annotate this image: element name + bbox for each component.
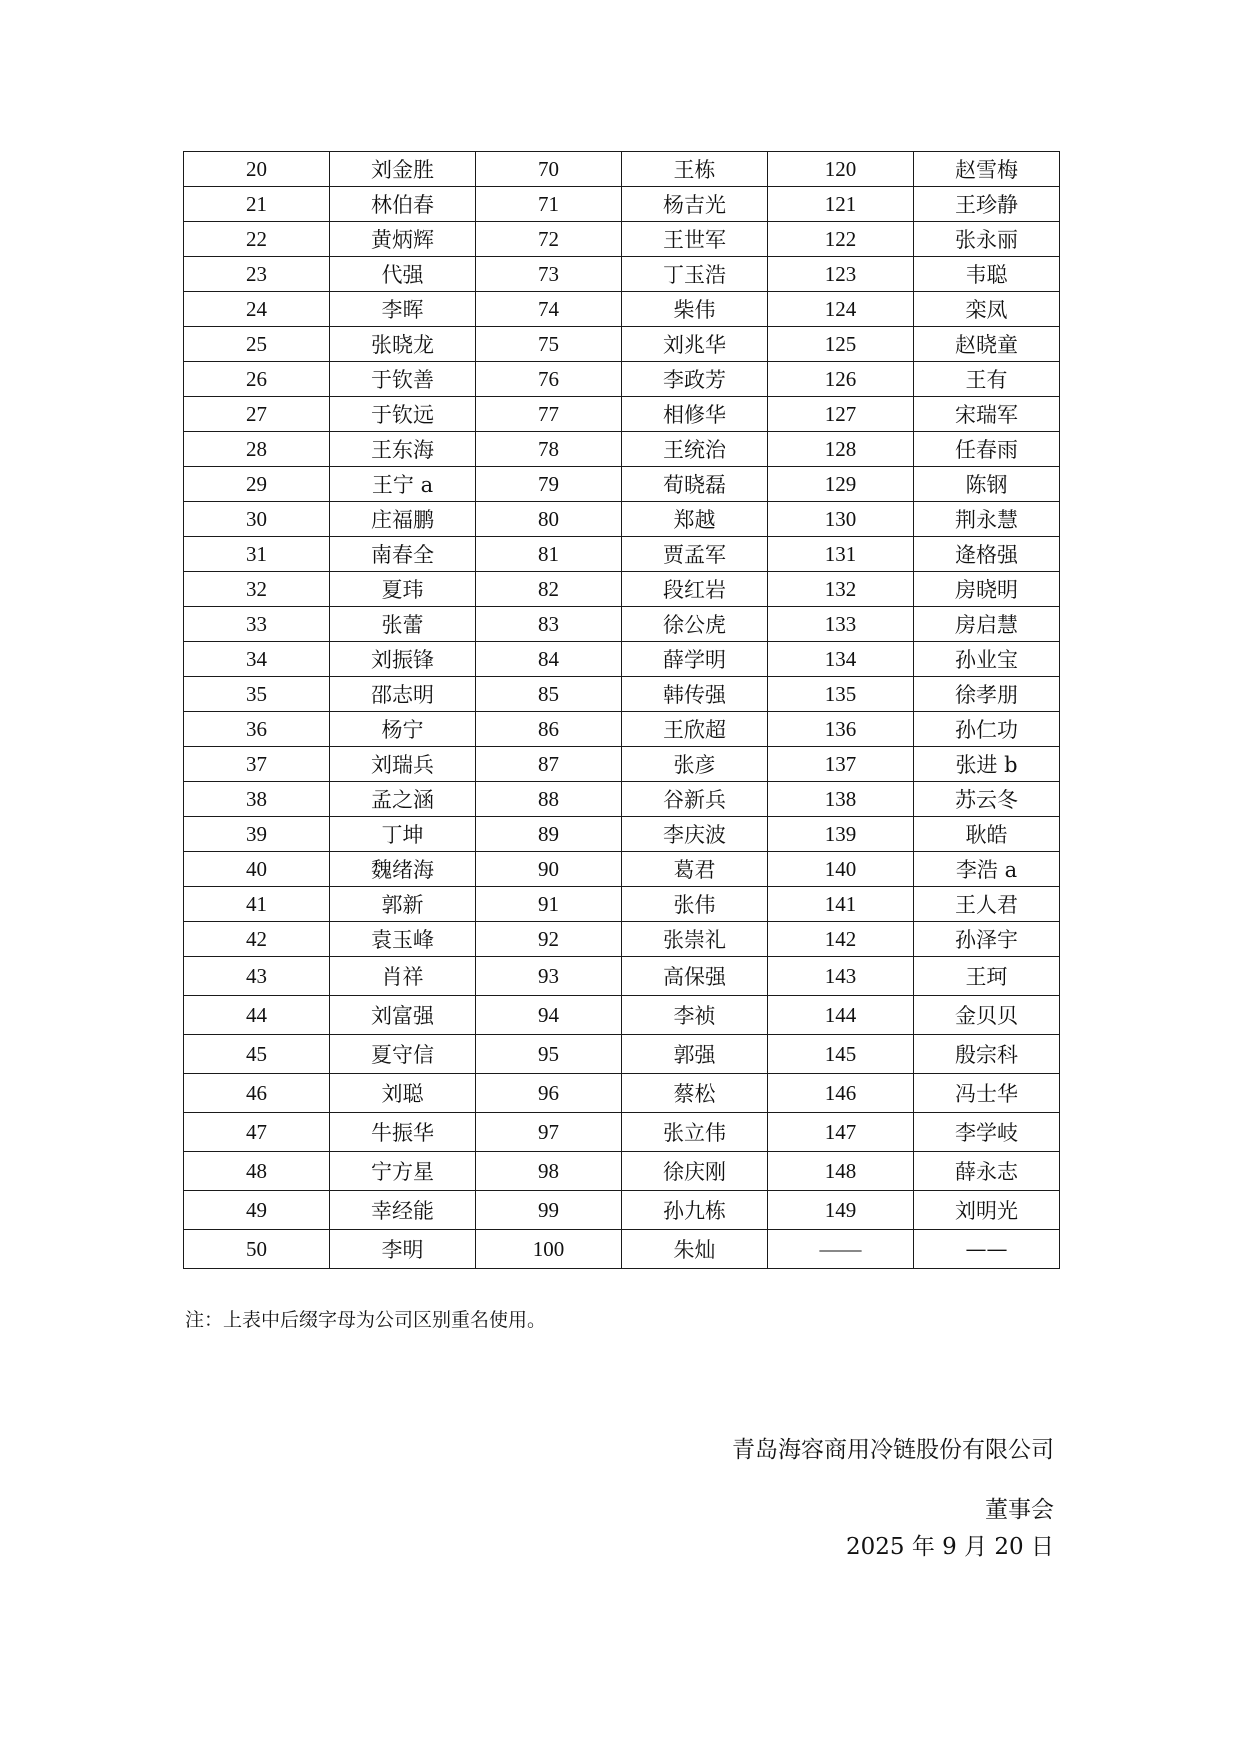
serial-number-cell: 137 xyxy=(768,747,914,782)
person-name-cell: 张立伟 xyxy=(622,1113,768,1152)
table-row xyxy=(184,1152,1060,1191)
table-row xyxy=(184,1230,1060,1269)
table-row xyxy=(184,1074,1060,1113)
person-name-cell: 李庆波 xyxy=(622,817,768,852)
serial-number-cell: 98 xyxy=(476,1152,622,1191)
serial-number-cell: 38 xyxy=(184,782,330,817)
serial-number-cell: 83 xyxy=(476,607,622,642)
person-name-cell: 徐公虎 xyxy=(622,607,768,642)
serial-number-cell: 76 xyxy=(476,362,622,397)
person-name-cell: 贾孟军 xyxy=(622,537,768,572)
person-name-cell: 南春全 xyxy=(330,537,476,572)
table-row xyxy=(184,677,1060,712)
person-name-cell: 王欣超 xyxy=(622,712,768,747)
serial-number-cell: 34 xyxy=(184,642,330,677)
person-name-cell: 葛君 xyxy=(622,852,768,887)
person-name-cell: 魏绪海 xyxy=(330,852,476,887)
person-name-cell: 相修华 xyxy=(622,397,768,432)
person-name-cell: 逄格强 xyxy=(914,537,1060,572)
serial-number-cell: 133 xyxy=(768,607,914,642)
footnote: 注：上表中后缀字母为公司区别重名使用。 xyxy=(185,1309,547,1331)
person-name-cell: 薛学明 xyxy=(622,642,768,677)
person-name-cell: 夏守信 xyxy=(330,1035,476,1074)
serial-number-cell: 97 xyxy=(476,1113,622,1152)
table-row xyxy=(184,957,1060,996)
person-name-cell: 王统治 xyxy=(622,432,768,467)
table-row xyxy=(184,537,1060,572)
table-row xyxy=(184,397,1060,432)
person-name-cell: 李晖 xyxy=(330,292,476,327)
serial-number-cell: 143 xyxy=(768,957,914,996)
person-name-cell: 郑越 xyxy=(622,502,768,537)
person-name-cell: 黄炳辉 xyxy=(330,222,476,257)
serial-number-cell: 26 xyxy=(184,362,330,397)
signature-date: 2025 年 9 月 20 日 xyxy=(846,1534,1054,1560)
serial-number-cell: 127 xyxy=(768,397,914,432)
serial-number-cell: 131 xyxy=(768,537,914,572)
serial-number-cell: 144 xyxy=(768,996,914,1035)
serial-number-cell: 23 xyxy=(184,257,330,292)
person-name-cell: 赵晓童 xyxy=(914,327,1060,362)
person-name-cell: 王世军 xyxy=(622,222,768,257)
serial-number-cell: 41 xyxy=(184,887,330,922)
person-name-cell: 段红岩 xyxy=(622,572,768,607)
person-name-cell: 宁方星 xyxy=(330,1152,476,1191)
person-name-cell: 王珍静 xyxy=(914,187,1060,222)
person-name-cell: 张永丽 xyxy=(914,222,1060,257)
person-name-cell: 李明 xyxy=(330,1230,476,1269)
person-name-cell: 刘振锋 xyxy=(330,642,476,677)
table-row xyxy=(184,887,1060,922)
person-name-cell: 牛振华 xyxy=(330,1113,476,1152)
person-name-cell: 林伯春 xyxy=(330,187,476,222)
serial-number-cell: 148 xyxy=(768,1152,914,1191)
person-name-cell: 张晓龙 xyxy=(330,327,476,362)
person-name-cell: 赵雪梅 xyxy=(914,152,1060,187)
serial-number-cell: 31 xyxy=(184,537,330,572)
table-row xyxy=(184,922,1060,957)
serial-number-cell: 90 xyxy=(476,852,622,887)
person-name-cell: 栾凤 xyxy=(914,292,1060,327)
person-name-cell: 郭强 xyxy=(622,1035,768,1074)
serial-number-cell: 29 xyxy=(184,467,330,502)
serial-number-cell: 85 xyxy=(476,677,622,712)
serial-number-cell: 73 xyxy=(476,257,622,292)
serial-number-cell: 120 xyxy=(768,152,914,187)
table-row xyxy=(184,572,1060,607)
person-name-cell: 代强 xyxy=(330,257,476,292)
table-row xyxy=(184,187,1060,222)
person-name-cell: 王有 xyxy=(914,362,1060,397)
serial-number-cell: 125 xyxy=(768,327,914,362)
serial-number-cell: 81 xyxy=(476,537,622,572)
serial-number-cell: 138 xyxy=(768,782,914,817)
table-row xyxy=(184,257,1060,292)
person-name-cell: —— xyxy=(914,1230,1060,1269)
serial-number-cell: 20 xyxy=(184,152,330,187)
table-row xyxy=(184,996,1060,1035)
person-name-cell: 徐孝朋 xyxy=(914,677,1060,712)
person-name-cell: 金贝贝 xyxy=(914,996,1060,1035)
person-name-cell: 刘金胜 xyxy=(330,152,476,187)
serial-number-cell: 50 xyxy=(184,1230,330,1269)
serial-number-cell: 72 xyxy=(476,222,622,257)
serial-number-cell: 36 xyxy=(184,712,330,747)
serial-number-cell: 21 xyxy=(184,187,330,222)
serial-number-cell: 121 xyxy=(768,187,914,222)
person-name-cell: 刘兆华 xyxy=(622,327,768,362)
serial-number-cell: 126 xyxy=(768,362,914,397)
person-name-cell: 宋瑞军 xyxy=(914,397,1060,432)
serial-number-cell: 42 xyxy=(184,922,330,957)
serial-number-cell: 95 xyxy=(476,1035,622,1074)
person-name-cell: 房启慧 xyxy=(914,607,1060,642)
serial-number-cell: 82 xyxy=(476,572,622,607)
person-name-cell: 耿皓 xyxy=(914,817,1060,852)
person-name-cell: 孟之涵 xyxy=(330,782,476,817)
person-name-cell: 孙泽宇 xyxy=(914,922,1060,957)
serial-number-cell: 74 xyxy=(476,292,622,327)
table-row xyxy=(184,432,1060,467)
person-name-cell: 李浩 a xyxy=(914,852,1060,887)
serial-number-cell: 122 xyxy=(768,222,914,257)
table-row xyxy=(184,852,1060,887)
serial-number-cell: 33 xyxy=(184,607,330,642)
person-name-cell: 韦聪 xyxy=(914,257,1060,292)
serial-number-cell: 130 xyxy=(768,502,914,537)
person-name-cell: 薛永志 xyxy=(914,1152,1060,1191)
table-row xyxy=(184,467,1060,502)
person-name-cell: 徐庆刚 xyxy=(622,1152,768,1191)
person-name-cell: 冯士华 xyxy=(914,1074,1060,1113)
person-name-cell: 张进 b xyxy=(914,747,1060,782)
serial-number-cell: 30 xyxy=(184,502,330,537)
person-name-cell: 荀晓磊 xyxy=(622,467,768,502)
serial-number-cell: 25 xyxy=(184,327,330,362)
serial-number-cell: 75 xyxy=(476,327,622,362)
serial-number-cell: 136 xyxy=(768,712,914,747)
serial-number-cell: 46 xyxy=(184,1074,330,1113)
person-name-cell: 张崇礼 xyxy=(622,922,768,957)
name-list-table xyxy=(183,151,1060,1269)
serial-number-cell: 89 xyxy=(476,817,622,852)
serial-number-cell: 70 xyxy=(476,152,622,187)
person-name-cell: 杨吉光 xyxy=(622,187,768,222)
person-name-cell: 孙业宝 xyxy=(914,642,1060,677)
person-name-cell: 柴伟 xyxy=(622,292,768,327)
table-row xyxy=(184,747,1060,782)
serial-number-cell: 146 xyxy=(768,1074,914,1113)
person-name-cell: 蔡松 xyxy=(622,1074,768,1113)
table-row xyxy=(184,1113,1060,1152)
table-body xyxy=(184,152,1060,1269)
person-name-cell: 于钦善 xyxy=(330,362,476,397)
serial-number-cell: 22 xyxy=(184,222,330,257)
person-name-cell: 丁坤 xyxy=(330,817,476,852)
table-row xyxy=(184,712,1060,747)
person-name-cell: 房晓明 xyxy=(914,572,1060,607)
person-name-cell: 孙仁功 xyxy=(914,712,1060,747)
person-name-cell: 邵志明 xyxy=(330,677,476,712)
serial-number-cell: 27 xyxy=(184,397,330,432)
person-name-cell: 夏玮 xyxy=(330,572,476,607)
serial-number-cell: 24 xyxy=(184,292,330,327)
person-name-cell: 李学岐 xyxy=(914,1113,1060,1152)
person-name-cell: 王宁 a xyxy=(330,467,476,502)
person-name-cell: 庄福鹏 xyxy=(330,502,476,537)
serial-number-cell: 32 xyxy=(184,572,330,607)
serial-number-cell: 48 xyxy=(184,1152,330,1191)
person-name-cell: 刘明光 xyxy=(914,1191,1060,1230)
signature-company: 青岛海容商用冷链股份有限公司 xyxy=(732,1437,1054,1463)
serial-number-cell: 88 xyxy=(476,782,622,817)
serial-number-cell: 135 xyxy=(768,677,914,712)
person-name-cell: 荆永慧 xyxy=(914,502,1060,537)
person-name-cell: 张伟 xyxy=(622,887,768,922)
person-name-cell: 刘富强 xyxy=(330,996,476,1035)
table-row xyxy=(184,292,1060,327)
serial-number-cell: 37 xyxy=(184,747,330,782)
serial-number-cell: 80 xyxy=(476,502,622,537)
serial-number-cell: 77 xyxy=(476,397,622,432)
serial-number-cell: 139 xyxy=(768,817,914,852)
table-row xyxy=(184,362,1060,397)
table-row xyxy=(184,607,1060,642)
person-name-cell: 于钦远 xyxy=(330,397,476,432)
serial-number-cell: 123 xyxy=(768,257,914,292)
serial-number-cell: 128 xyxy=(768,432,914,467)
table-row xyxy=(184,152,1060,187)
person-name-cell: 李政芳 xyxy=(622,362,768,397)
table-row xyxy=(184,222,1060,257)
person-name-cell: 陈钢 xyxy=(914,467,1060,502)
serial-number-cell: 45 xyxy=(184,1035,330,1074)
serial-number-cell: 99 xyxy=(476,1191,622,1230)
person-name-cell: 任春雨 xyxy=(914,432,1060,467)
signature-board: 董事会 xyxy=(985,1497,1054,1523)
person-name-cell: 孙九栋 xyxy=(622,1191,768,1230)
person-name-cell: 幸经能 xyxy=(330,1191,476,1230)
person-name-cell: 刘聪 xyxy=(330,1074,476,1113)
table-row xyxy=(184,502,1060,537)
serial-number-cell: 86 xyxy=(476,712,622,747)
person-name-cell: 袁玉峰 xyxy=(330,922,476,957)
table-row xyxy=(184,642,1060,677)
serial-number-cell: 100 xyxy=(476,1230,622,1269)
serial-number-cell: 43 xyxy=(184,957,330,996)
serial-number-cell: 140 xyxy=(768,852,914,887)
person-name-cell: 王人君 xyxy=(914,887,1060,922)
serial-number-cell: 44 xyxy=(184,996,330,1035)
serial-number-cell: 132 xyxy=(768,572,914,607)
serial-number-cell: 141 xyxy=(768,887,914,922)
serial-number-cell: 142 xyxy=(768,922,914,957)
serial-number-cell: 84 xyxy=(476,642,622,677)
serial-number-cell: 47 xyxy=(184,1113,330,1152)
serial-number-cell: 78 xyxy=(476,432,622,467)
person-name-cell: 高保强 xyxy=(622,957,768,996)
serial-number-cell: 147 xyxy=(768,1113,914,1152)
serial-number-cell: 92 xyxy=(476,922,622,957)
table-row xyxy=(184,1191,1060,1230)
person-name-cell: 谷新兵 xyxy=(622,782,768,817)
serial-number-cell: 93 xyxy=(476,957,622,996)
person-name-cell: 朱灿 xyxy=(622,1230,768,1269)
person-name-cell: 肖祥 xyxy=(330,957,476,996)
table-row xyxy=(184,1035,1060,1074)
table-row xyxy=(184,782,1060,817)
person-name-cell: 韩传强 xyxy=(622,677,768,712)
serial-number-cell: 149 xyxy=(768,1191,914,1230)
person-name-cell: 王栋 xyxy=(622,152,768,187)
serial-number-cell: 71 xyxy=(476,187,622,222)
serial-number-cell: 129 xyxy=(768,467,914,502)
table-row xyxy=(184,327,1060,362)
serial-number-cell: 40 xyxy=(184,852,330,887)
person-name-cell: 杨宁 xyxy=(330,712,476,747)
serial-number-cell: 91 xyxy=(476,887,622,922)
serial-number-cell: 49 xyxy=(184,1191,330,1230)
serial-number-cell: —— xyxy=(768,1230,914,1269)
serial-number-cell: 96 xyxy=(476,1074,622,1113)
person-name-cell: 郭新 xyxy=(330,887,476,922)
person-name-cell: 殷宗科 xyxy=(914,1035,1060,1074)
serial-number-cell: 145 xyxy=(768,1035,914,1074)
person-name-cell: 李祯 xyxy=(622,996,768,1035)
person-name-cell: 王东海 xyxy=(330,432,476,467)
serial-number-cell: 124 xyxy=(768,292,914,327)
serial-number-cell: 35 xyxy=(184,677,330,712)
person-name-cell: 刘瑞兵 xyxy=(330,747,476,782)
person-name-cell: 张蕾 xyxy=(330,607,476,642)
table-row xyxy=(184,817,1060,852)
serial-number-cell: 28 xyxy=(184,432,330,467)
person-name-cell: 张彦 xyxy=(622,747,768,782)
serial-number-cell: 79 xyxy=(476,467,622,502)
serial-number-cell: 39 xyxy=(184,817,330,852)
person-name-cell: 王珂 xyxy=(914,957,1060,996)
serial-number-cell: 94 xyxy=(476,996,622,1035)
serial-number-cell: 134 xyxy=(768,642,914,677)
serial-number-cell: 87 xyxy=(476,747,622,782)
person-name-cell: 丁玉浩 xyxy=(622,257,768,292)
person-name-cell: 苏云冬 xyxy=(914,782,1060,817)
